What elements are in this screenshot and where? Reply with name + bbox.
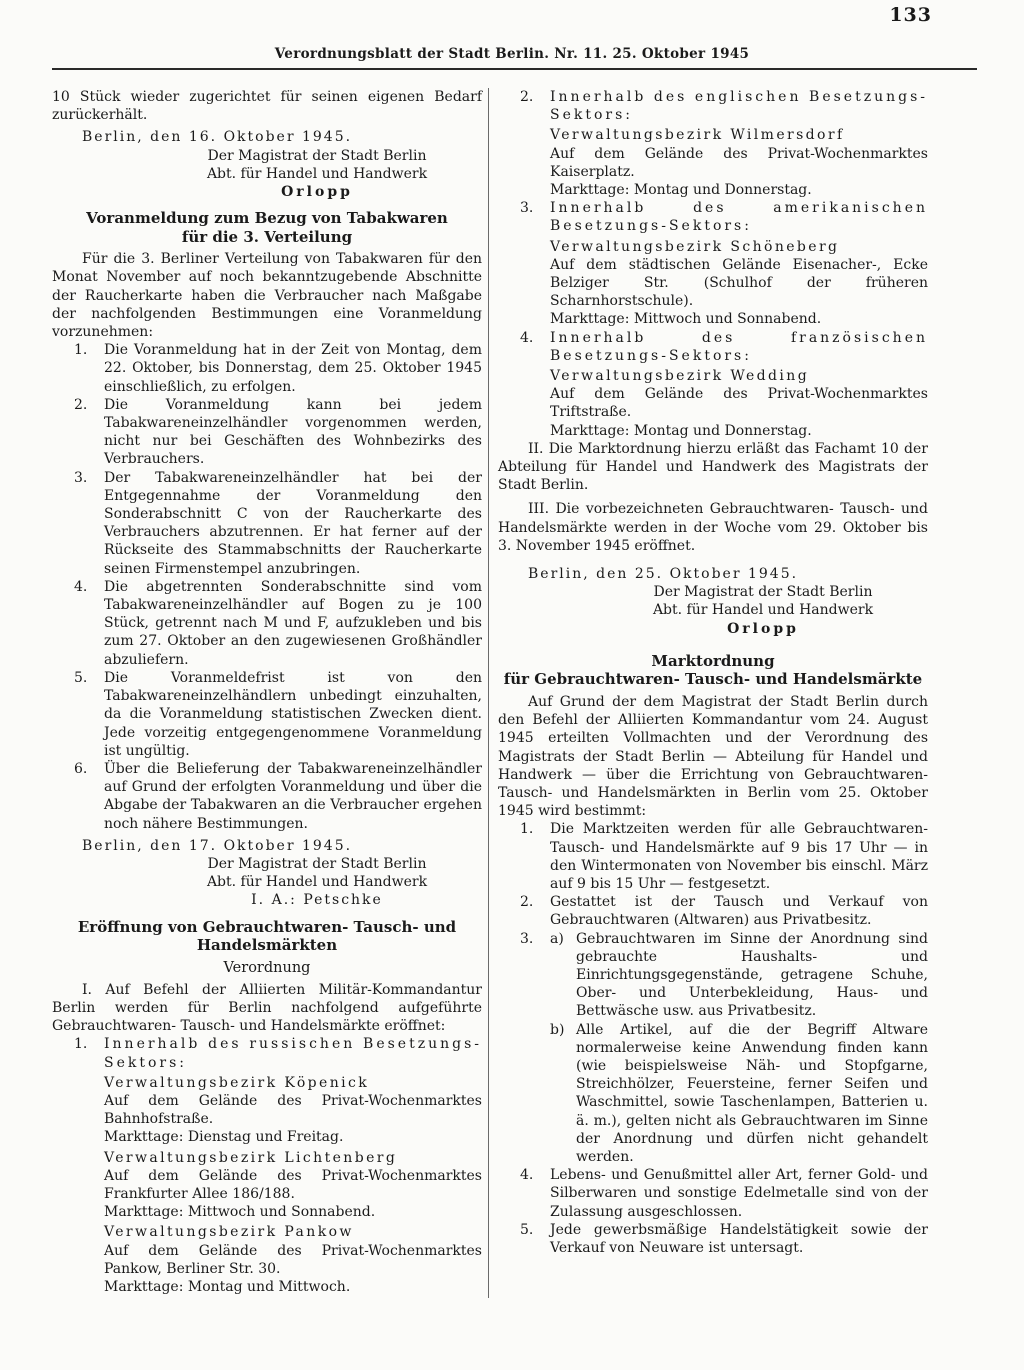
marktordnung-list bbox=[498, 820, 928, 929]
sub-item-text: Gebrauchtwaren im Sinne der Anordnung sind gebrauchte Haushalts- und Einrichtungsgegenstände, getragene Schuhe, Ober- und Unterbekleidung, Haus- und Bettwäsche usw. aus Privatbesitz. bbox=[576, 930, 928, 1020]
list-item bbox=[498, 820, 928, 893]
sector-heading: Innerhalb des amerikanischen Besetzungs-Sektors: bbox=[550, 200, 928, 235]
list-item bbox=[498, 893, 928, 929]
sector-heading: Innerhalb des russischen Besetzungs-Sektors: bbox=[104, 1036, 482, 1071]
district-days: Markttage: Montag und Mittwoch. bbox=[104, 1278, 351, 1295]
sector-item bbox=[52, 1035, 482, 1296]
district-place: Auf dem städtischen Gelände Eisenacher-, Ecke Belziger Str. (Schulhof der früheren Scharnhorstschule). bbox=[550, 256, 928, 310]
section-title-voranmeldung bbox=[52, 209, 482, 246]
continuation-text: 10 Stück wieder zugerichtet für seinen eigenen Bedarf zurückerhält. bbox=[52, 89, 482, 124]
item-number: 3. bbox=[520, 200, 534, 217]
sector-list-right bbox=[498, 88, 928, 440]
title-line-2: für die 3. Verteilung bbox=[181, 227, 353, 246]
district-name: Verwaltungsbezirk Schöneberg bbox=[550, 238, 840, 255]
paragraph-ii: II. Die Marktordnung hierzu erläßt das Fachamt 10 der Abteilung für Handel und Handwerk des Magistrats der Stadt Berlin. bbox=[498, 440, 928, 494]
running-head: Verordnungsblatt der Stadt Berlin. Nr. 11. 25. Oktober 1945 bbox=[274, 46, 750, 62]
item-number: 1. bbox=[74, 342, 88, 359]
list-item bbox=[52, 341, 482, 396]
item-number: 5. bbox=[520, 1221, 534, 1238]
district-name: Verwaltungsbezirk Lichtenberg bbox=[104, 1149, 398, 1166]
sector-heading: Innerhalb des englischen Besetzungs-Sektors: bbox=[550, 89, 928, 124]
list-item bbox=[498, 1221, 928, 1257]
sub-item-label: a) bbox=[550, 930, 564, 947]
district-days: Markttage: Mittwoch und Sonnabend. bbox=[104, 1204, 376, 1221]
item-text: Lebens- und Genußmittel aller Art, ferner Gold- und Silberwaren und sonstige Edelmetalle sind von der Zulassung ausgeschlossen. bbox=[550, 1167, 928, 1220]
list-item bbox=[52, 396, 482, 469]
signature-3-line-2: Abt. für Handel und Handwerk bbox=[652, 602, 874, 619]
item-number: 2. bbox=[520, 89, 534, 105]
column-divider bbox=[488, 88, 489, 1298]
district-name: Verwaltungsbezirk Wedding bbox=[550, 368, 810, 385]
signature-2-name: I. A.: Petschke bbox=[251, 892, 383, 909]
sector-list-left bbox=[52, 1035, 482, 1296]
item-number: 1. bbox=[74, 1036, 88, 1053]
paragraph-iii: III. Die vorbezeichneten Gebrauchtwaren- Tausch- und Handelsmärkte werden in der Woche vom 29. Oktober bis 3. November 1945 eröffnet. bbox=[498, 501, 928, 554]
list-item bbox=[498, 930, 928, 1167]
dateline-1: Berlin, den 16. Oktober 1945. bbox=[82, 129, 353, 146]
item-text: Die Marktzeiten werden für alle Gebrauchtwaren-Tausch- und Handelsmärkte auf 9 bis 17 Uhr — in den Wintermonaten von November bis einschl. März auf 9 bis 15 Uhr — festgesetzt. bbox=[550, 821, 928, 892]
left-column bbox=[52, 88, 482, 1296]
district-days: Markttage: Montag und Donnerstag. bbox=[550, 422, 812, 439]
section-title-marktordnung bbox=[498, 652, 928, 689]
intro-eroeffnung: I. Auf Befehl der Alliierten Militär-Kommandantur Berlin werden für Berlin nachfolgend aufgeführte Gebrauchtwaren- Tausch- und Handelsmärkte eröffnet: bbox=[52, 981, 482, 1035]
dateline-2: Berlin, den 17. Oktober 1945. bbox=[82, 837, 353, 854]
item-text: Die Voranmeldung kann bei jedem Tabakwareneinzelhändler vorgenommen werden, nicht nur bei Geschäften des Wohnbezirks des Verbrauchers. bbox=[104, 396, 482, 468]
title-line-2: für Gebrauchtwaren- Tausch- und Handelsmärkte bbox=[503, 670, 923, 689]
district-days: Markttage: Montag und Donnerstag. bbox=[550, 182, 812, 199]
item-number: 2. bbox=[520, 894, 534, 911]
title-line-1: Eröffnung von Gebrauchtwaren- Tausch- und bbox=[77, 917, 457, 936]
item-number: 2. bbox=[74, 396, 88, 413]
section-title-eroeffnung bbox=[52, 918, 482, 955]
signature-1-name: Orlopp bbox=[281, 184, 353, 201]
signature-2-line-2: Abt. für Handel und Handwerk bbox=[206, 874, 428, 891]
title-line-2: Handelsmärkten bbox=[196, 936, 338, 955]
item-text: Der Tabakwareneinzelhändler hat bei der Entgegennahme der Voranmeldung den Sonderabschnitt C von der Raucherkarte des Verbrauchers abzutrennen. Er hat ferner auf der Rückseite des Stammabschnitts der Raucherkarte seinen Firmenstempel anzubringen. bbox=[104, 469, 482, 577]
sub-item-text: Alle Artikel, auf die der Begriff Altware normalerweise keine Anwendung finden kann (wie beispielsweise Näh- und Stopfgarne, Streichhölzer, Feuersteine, ferner Seifen und Waschmittel, sowie Taschenlampen, Batterien u. ä. m.), gelten nicht als Gebrauchtwaren im Sinne der Anordnung und dürfen nicht gehandelt werden. bbox=[576, 1021, 928, 1165]
district-place: Auf dem Gelände des Privat-Wochenmarktes Kaiserplatz. bbox=[550, 145, 928, 180]
district-name: Verwaltungsbezirk Wilmersdorf bbox=[550, 127, 845, 144]
item-text: Gestattet ist der Tausch und Verkauf von Gebrauchtwaren (Altwaren) aus Privatbesitz. bbox=[550, 894, 928, 929]
sub-item-b bbox=[550, 1021, 928, 1167]
item-number: 3. bbox=[520, 930, 534, 947]
item-text: Über die Belieferung der Tabakwareneinzelhändler auf Grund der erfolgten Voranmeldung und über die Abgabe der Tabakwaren an die Verbraucher ergehen noch nähere Bestimmungen. bbox=[104, 760, 482, 832]
item-number: 4. bbox=[74, 578, 88, 595]
district-place: Auf dem Gelände des Privat-Wochenmarktes Triftstraße. bbox=[550, 386, 928, 421]
list-item bbox=[52, 669, 482, 760]
marktordnung-list-continued bbox=[498, 1166, 928, 1257]
item-text: Die Voranmeldung hat in der Zeit von Montag, dem 22. Oktober, bis Donnerstag, dem 25. Oktober 1945 einschließlich, zu erfolgen. bbox=[104, 342, 482, 395]
district-place: Auf dem Gelände des Privat-Wochenmarktes Frankfurter Allee 186/188. bbox=[104, 1167, 482, 1202]
subtitle-verordnung: Verordnung bbox=[223, 959, 311, 976]
title-line-1: Marktordnung bbox=[651, 651, 775, 670]
title-line-1: Voranmeldung zum Bezug von Tabakwaren bbox=[86, 209, 448, 228]
page-number: 133 bbox=[889, 4, 932, 26]
sector-item bbox=[498, 88, 928, 199]
item-number: 6. bbox=[74, 760, 88, 777]
district-name: Verwaltungsbezirk Pankow bbox=[104, 1224, 354, 1241]
marktordnung-list-item-3 bbox=[498, 930, 928, 1167]
district-name: Verwaltungsbezirk Köpenick bbox=[104, 1074, 370, 1091]
list-item bbox=[52, 578, 482, 669]
sub-item-label: b) bbox=[550, 1021, 565, 1038]
item-number: 4. bbox=[520, 329, 534, 346]
list-item bbox=[52, 760, 482, 833]
signature-3-name: Orlopp bbox=[727, 620, 799, 637]
right-column bbox=[498, 88, 928, 1257]
district-place: Auf dem Gelände des Privat-Wochenmarktes Bahnhofstraße. bbox=[104, 1092, 482, 1128]
header-rule bbox=[52, 68, 977, 70]
list-item bbox=[52, 469, 482, 578]
item-number: 3. bbox=[74, 469, 88, 486]
district-days: Markttage: Mittwoch und Sonnabend. bbox=[550, 311, 822, 328]
list-item bbox=[498, 1166, 928, 1221]
voranmeldung-list bbox=[52, 341, 482, 832]
item-number: 4. bbox=[520, 1167, 534, 1184]
intro-marktordnung: Auf Grund der dem Magistrat der Stadt Berlin durch den Befehl der Alliierten Kommandantur vom 24. August 1945 erteilten Vollmachten und der Verordnung des Magistrats der Stadt Berlin — Abteilung für Handel und Handwerk — über die Errichtung von Gebrauchtwaren-Tausch- und Handelsmärkten in Berlin vom 25. Oktober 1945 wird bestimmt: bbox=[498, 693, 928, 820]
item-text: Jede gewerbsmäßige Handelstätigkeit sowie der Verkauf von Neuware ist untersagt. bbox=[550, 1221, 928, 1256]
district-days: Markttage: Dienstag und Freitag. bbox=[104, 1129, 344, 1146]
item-text: Die Voranmeldefrist ist von den Tabakwareneinzelhändlern unbedingt einzuhalten, da die Voranmeldung statistischen Zwecken dient. Jede vorzeitig entgegengenommene Voranmeldung ist ungültig. bbox=[104, 669, 482, 759]
item-text: Die abgetrennten Sonderabschnitte sind vom Tabakwareneinzelhändler auf Bogen zu je 100 Stück, getrennt nach M und F, aufzukleben und bis zum 27. Oktober an den zugewiesenen Großhändler abzuliefern. bbox=[104, 578, 482, 668]
district-place: Auf dem Gelände des Privat-Wochenmarktes Pankow, Berliner Str. 30. bbox=[104, 1242, 482, 1277]
intro-voranmeldung: Für die 3. Berliner Verteilung von Tabakwaren für den Monat November auf noch bekanntzugebende Abschnitte der Raucherkarte haben die Verbraucher nach Maßgabe der nachfolgenden Bestimmungen eine Voranmeldung vorzunehmen: bbox=[52, 251, 482, 341]
dateline-3: Berlin, den 25. Oktober 1945. bbox=[528, 566, 799, 583]
item-number: 1. bbox=[520, 821, 534, 838]
signature-3-line-1: Der Magistrat der Stadt Berlin bbox=[653, 584, 873, 601]
sub-item-a bbox=[550, 930, 928, 1021]
signature-1-line-2: Abt. für Handel und Handwerk bbox=[206, 165, 428, 182]
sector-item bbox=[498, 199, 928, 328]
sector-heading: Innerhalb des französischen Besetzungs-Sektors: bbox=[550, 329, 928, 364]
signature-2-line-1: Der Magistrat der Stadt Berlin bbox=[207, 855, 427, 872]
item-number: 5. bbox=[74, 669, 88, 686]
sector-item bbox=[498, 329, 928, 440]
signature-1-line-1: Der Magistrat der Stadt Berlin bbox=[207, 147, 427, 164]
